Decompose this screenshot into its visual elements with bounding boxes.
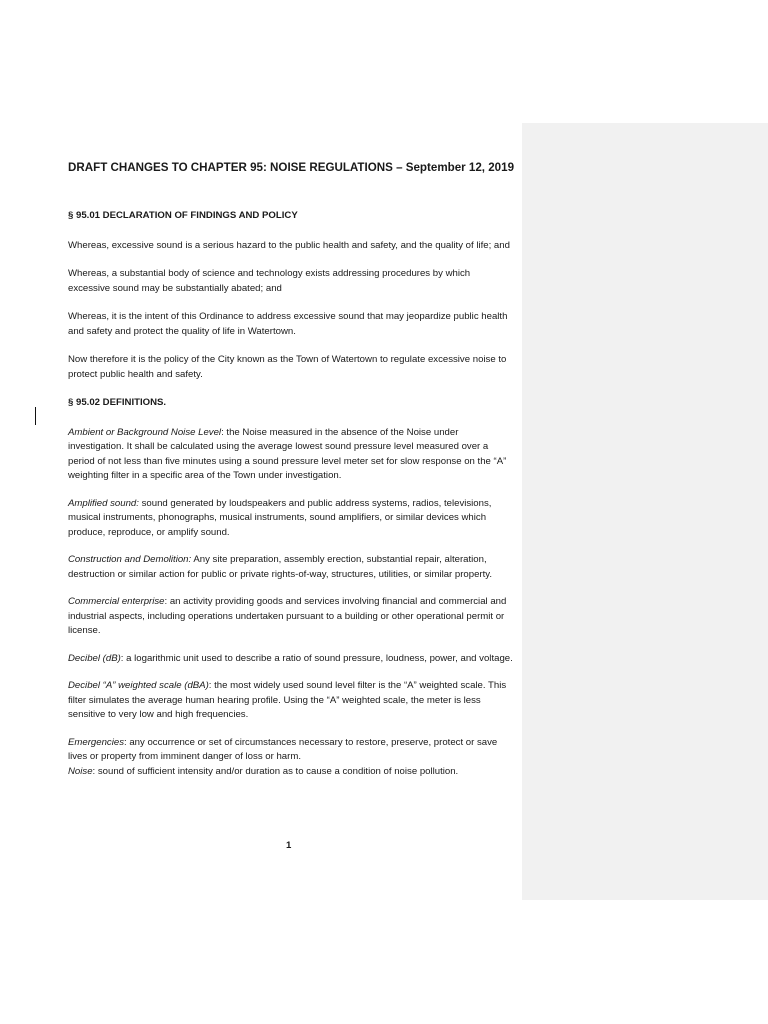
definition-commercial-enterprise: Commercial enterprise: an activity providing goods and services involving financial and commercial and industrial aspects, including operations undertaken pursuant to a building or other operational permit or license.	[68, 596, 507, 636]
definition-text: Any site preparation, assembly erection, substantial repair, alteration, destruction or similar action for public or private rights-of-way, structures, utilities, or similar property.	[68, 554, 493, 580]
definition-noise: Noise: sound of sufficient intensity and/or duration as to cause a condition of noise pollution.	[68, 765, 459, 777]
definition-term: Emergencies	[68, 736, 124, 748]
definition-term: Ambient or Background Noise Level	[68, 426, 222, 438]
definition-text: any occurrence or set of circumstances necessary to restore, preserve, protect or save lives or property from imminent danger of loss or harm.	[68, 736, 498, 762]
document-title: DRAFT CHANGES TO CHAPTER 95: NOISE REGULATIONS – September 12, 2019	[68, 161, 515, 174]
document-body	[68, 161, 514, 779]
paragraph: Whereas, it is the intent of this Ordinance to address excessive sound that may jeopardize public health and safety and protect the quality of life in Watertown.	[68, 311, 508, 337]
definition-construction-demolition: Construction and Demolition: Any site preparation, assembly erection, substantial repair, alteration, destruction or similar action for public or private rights-of-way, structures, utilities, or similar property.	[68, 554, 493, 580]
definition-decibel: Decibel (dB): a logarithmic unit used to describe a ratio of sound pressure, loudness, power, and voltage.	[68, 652, 513, 664]
paragraph: Whereas, a substantial body of science and technology exists addressing procedures by which excessive sound may be substantially abated; and	[68, 268, 471, 294]
change-bar	[35, 407, 36, 425]
definition-emergencies: Emergencies: any occurrence or set of circumstances necessary to restore, preserve, protect or save lives or property from imminent danger of loss or harm.	[68, 736, 498, 762]
paragraph: Whereas, excessive sound is a serious hazard to the public health and safety, and the quality of life; and	[68, 239, 510, 251]
section-heading-95-02: § 95.02 DEFINITIONS.	[68, 397, 167, 408]
definition-text: sound generated by loudspeakers and public address systems, radios, televisions, musical instruments, phonographs, musical instruments, sound amplifiers, or similar devices which produce, reproduce, or amplify sound.	[68, 497, 492, 538]
definition-text: an activity providing goods and services involving financial and commercial and industrial aspects, including operations undertaken pursuant to a building or other operational permit or license.	[68, 596, 507, 636]
page-number: 1	[286, 840, 292, 851]
definition-term: Decibel “A” weighted scale (dBA)	[68, 680, 209, 691]
definition-ambient-noise: Ambient or Background Noise Level: the Noise measured in the absence of the Noise under investigation. It shall be calculated using the average lowest sound pressure level measured over a period of not less than five minutes using a sound pressure level meter set for slow response on the “A” weighting filter in a specific area of the Town under investigation.	[68, 426, 507, 481]
definition-term: Noise	[68, 765, 93, 777]
definition-term: Decibel (dB)	[68, 652, 121, 664]
definition-amplified-sound: Amplified sound: sound generated by loudspeakers and public address systems, radios, televisions, musical instruments, phonographs, musical instruments, sound amplifiers, or similar devices which produce, reproduce, or amplify sound.	[68, 497, 492, 538]
definition-decibel-a-weighted: Decibel “A” weighted scale (dBA): the most widely used sound level filter is the “A” weighted scale. This filter simulates the average human hearing profile. Using the “A” weighted scale, the meter is less sensitive to very low and high frequencies.	[68, 680, 507, 720]
definition-term: Construction and Demolition	[68, 554, 189, 565]
comment-pane[interactable]	[522, 123, 768, 900]
definition-term: Commercial enterprise	[68, 596, 165, 607]
paragraph: Now therefore it is the policy of the City known as the Town of Watertown to regulate excessive noise to protect public health and safety.	[68, 354, 507, 380]
definition-text: the Noise measured in the absence of the Noise under investigation. It shall be calculated using the average lowest sound pressure level measured over a period of not less than five minutes using a sound pressure level meter set for slow response on the “A” weighting filter in a specific area of the Town under investigation.	[68, 426, 507, 481]
section-heading-95-01: § 95.01 DECLARATION OF FINDINGS AND POLICY	[68, 210, 298, 221]
definition-text: sound of sufficient intensity and/or duration as to cause a condition of noise pollution.	[95, 765, 459, 777]
definition-text: a logarithmic unit used to describe a ratio of sound pressure, loudness, power, and voltage.	[123, 652, 513, 664]
definition-text: the most widely used sound level filter is the “A” weighted scale. This filter simulates the average human hearing profile. Using the “A” weighted scale, the meter is less sensitive to very low and high frequencies.	[68, 680, 507, 720]
definition-term: Amplified sound	[68, 497, 137, 509]
